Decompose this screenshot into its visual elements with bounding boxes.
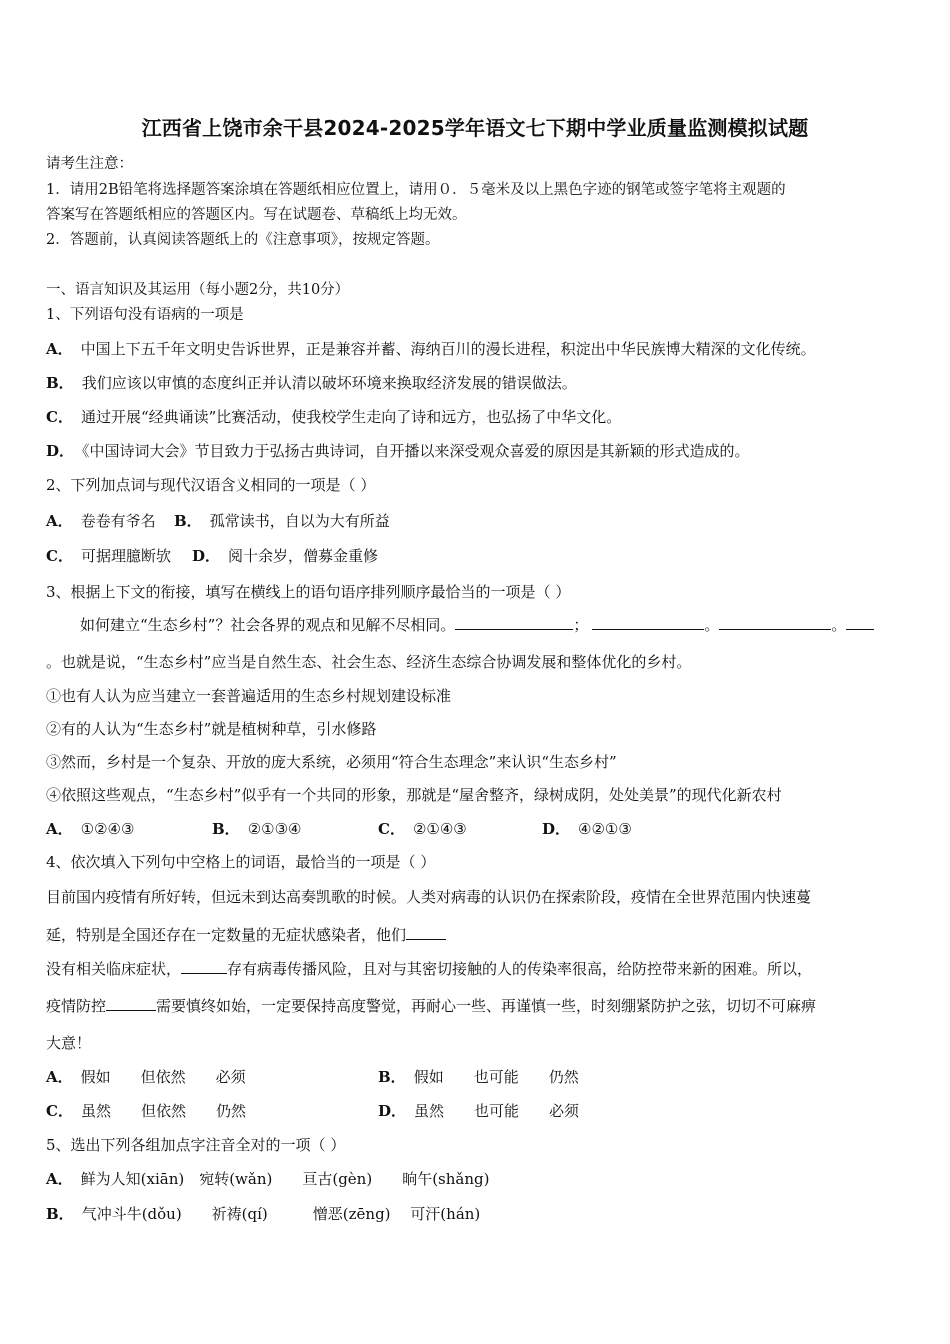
q2-option-c: C． 可据理臆断欤: [46, 547, 171, 565]
q1-option-a: A． 中国上下五千年文明史告诉世界，正是兼容并蓄、海纳百川的漫长进程，积淀出中华民族博大精深的文化传统。: [46, 340, 816, 358]
q2-option-d: D． 阅十余岁，僧募金重修: [192, 547, 379, 565]
q4-blank-1: [406, 925, 446, 940]
q3-option-b: B． ②①③④: [212, 820, 302, 838]
q3-stem: 3、根据上下文的衔接，填写在横线上的语句语序排列顺序最恰当的一项是（ ）: [46, 583, 571, 601]
q4-blank-2: [181, 959, 227, 974]
notice-item-1: 1．请用2B铅笔将选择题答案涂填在答题纸相应位置上，请用０．５毫米及以上黑色字迹的钢笔或签字笔将主观题的: [46, 182, 786, 198]
q5-stem: 5、选出下列各组加点字注音全对的一项（ ）: [46, 1136, 346, 1154]
q3-option-d: D． ④②①③: [542, 820, 632, 838]
q1-option-d: D． 《中国诗词大会》节目致力于弘扬古典诗词，自开播以来深受观众喜爱的原因是其新颖的形式造成的。: [46, 442, 750, 460]
q4-option-b: B． 假如 也可能 仍然: [378, 1068, 579, 1086]
q1-stem: 1、下列语句没有语病的一项是: [46, 307, 244, 323]
q1-option-b: B． 我们应该以审慎的态度纠正并认清以破坏环境来换取经济发展的错误做法。: [46, 374, 577, 392]
q5-option-a: A． 鲜为人知(xiān) 宛转(wǎn) 亘古(gèn) 晌午(shǎng): [46, 1170, 490, 1188]
q3-blank-4: [846, 615, 874, 630]
q3-sentence-2: ②有的人认为“生态乡村”就是植树种草，引水修路: [46, 720, 377, 738]
q4-option-d: D． 虽然 也可能 必须: [378, 1102, 580, 1120]
q4-option-a: A． 假如 但依然 必须: [46, 1068, 246, 1086]
q4-passage-line3: 没有相关临床症状， 存有病毒传播风险，且对与其密切接触的人的传染率很高，给防控带来新的困难。所以，: [46, 960, 813, 978]
q3-sentence-1: ①也有人认为应当建立一套普遍适用的生态乡村规划建设标准: [46, 687, 452, 705]
q3-option-c: C． ②①④③: [378, 820, 467, 838]
q3-blank-3: [719, 615, 831, 630]
q4-passage-line1: 目前国内疫情有所好转，但远未到达高奏凯歌的时候。人类对病毒的认识仍在探索阶段，疫情在全世界范围内快速蔓: [46, 888, 812, 906]
q4-option-c: C． 虽然 但依然 仍然: [46, 1102, 246, 1120]
q5-option-b: B． 气冲斗牛(dǒu) 祈祷(qí) 憎恶(zēng) 可汗(hán): [46, 1205, 481, 1223]
notice-item-1-cont: 答案写在答题纸相应的答题区内。写在试题卷、草稿纸上均无效。: [46, 207, 467, 223]
q2-option-b: B． 孤常读书，自以为大有所益: [174, 512, 390, 530]
q3-sentence-3: ③然而，乡村是一个复杂、开放的庞大系统，必须用“符合生态理念”来认识“生态乡村”: [46, 753, 617, 771]
q3-option-a: A． ①②④③: [46, 820, 135, 838]
page-title: 江西省上饶市余干县2024-2025学年语文七下期中学业质量监测模拟试题: [141, 116, 809, 140]
q3-passage-line1: 如何建立“生态乡村”？社会各界的观点和见解不尽相同。 ； 。 。: [80, 614, 874, 635]
q2-option-a: A． 卷卷有爷名: [46, 512, 156, 530]
q4-blank-3: [106, 996, 156, 1011]
q3-passage-line2: 。也就是说，“生态乡村”应当是自然生态、社会生态、经济生态综合协调发展和整体优化的乡村。: [46, 653, 692, 671]
notice-heading: 请考生注意：: [46, 156, 133, 172]
q3-blank-2: [592, 615, 704, 630]
section-heading: 一、语言知识及其运用（每小题2分，共10分）: [46, 282, 350, 298]
q1-option-c: C． 通过开展“经典诵读”比赛活动，使我校学生走向了诗和远方，也弘扬了中华文化。: [46, 408, 622, 426]
q4-stem: 4、依次填入下列句中空格上的词语，最恰当的一项是（ ）: [46, 853, 436, 871]
q4-passage-line2: 延，特别是全国还存在一定数量的无症状感染者，他们: [46, 924, 446, 945]
q3-sentence-4: ④依照这些观点，“生态乡村”似乎有一个共同的形象，那就是“屋舍整齐，绿树成阴，处处美景”的现代化新农村: [46, 786, 782, 804]
notice-item-2: 2．答题前，认真阅读答题纸上的《注意事项》，按规定答题。: [46, 232, 440, 248]
q4-passage-line5: 大意！: [46, 1034, 92, 1052]
q4-passage-line4: 疫情防控 需要慎终如始，一定要保持高度警觉，再耐心一些、再谨慎一些，时刻绷紧防护之弦，切切不可麻痹: [46, 997, 817, 1015]
q3-blank-1: [455, 615, 573, 630]
q2-stem: 2、下列加点词与现代汉语含义相同的一项是（ ）: [46, 476, 376, 494]
